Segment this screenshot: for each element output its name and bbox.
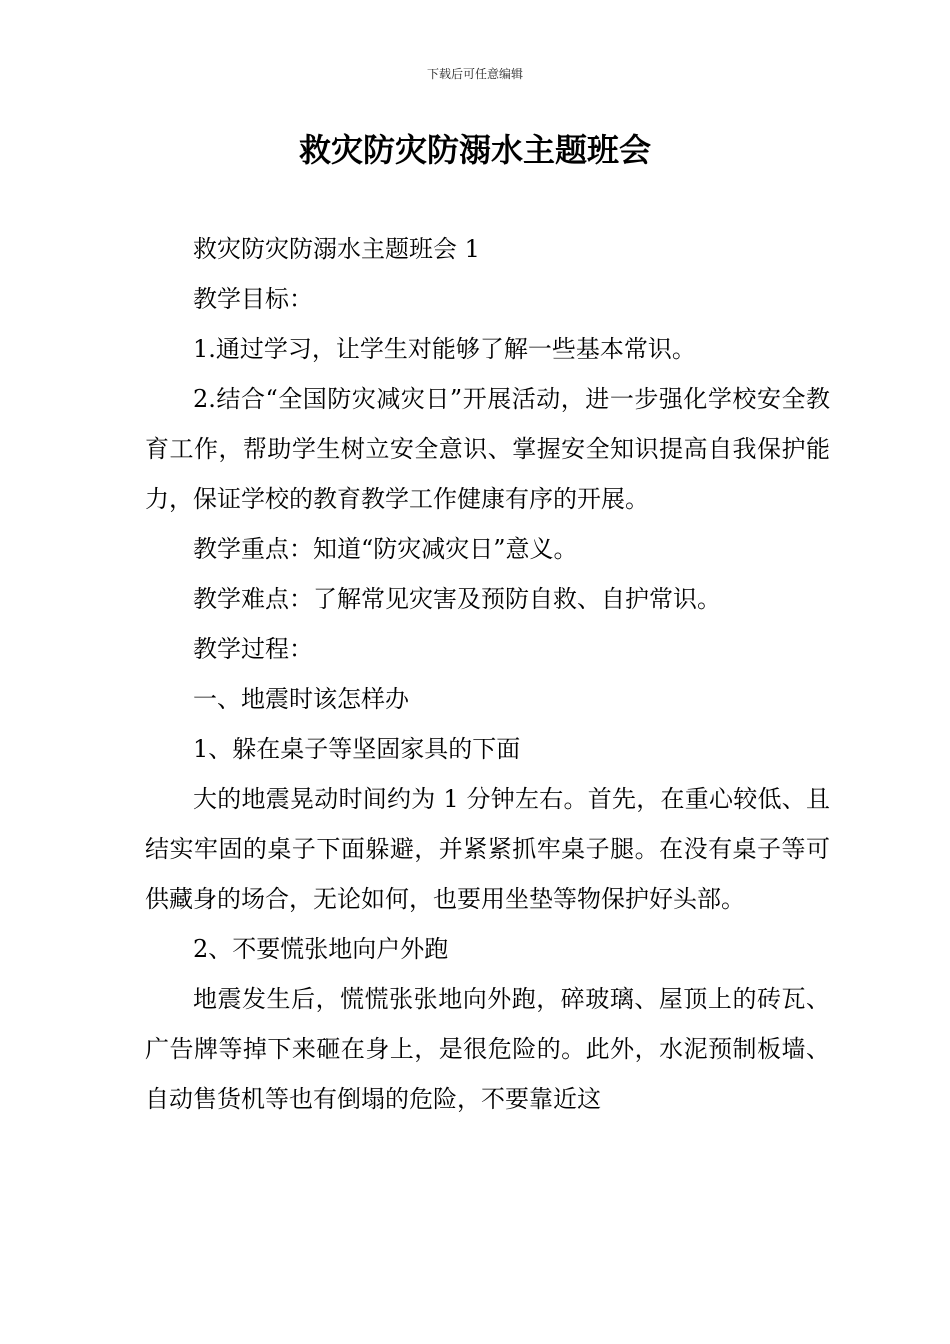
- paragraph-earthquake-step-1-body: 大的地震晃动时间约为 1 分钟左右。首先，在重心较低、且结实牢固的桌子下面躲避，并紧紧抓牢桌子腿。在没有桌子等可供藏身的场合，无论如何，也要用坐垫等物保护好头部。: [145, 785, 830, 913]
- paragraph-objective-1: 1.通过学习，让学生对能够了解一些基本常识。: [193, 335, 696, 363]
- paragraph-objective-2: 2.结合“全国防灾减灾日”开展活动，进一步强化学校安全教育工作，帮助学生树立安全意识、掌握安全知识提高自我保护能力，保证学校的教育教学工作健康有序的开展。: [145, 385, 830, 513]
- section-heading: 救灾防灾防溺水主题班会 1: [193, 235, 480, 263]
- paragraph-earthquake-step-2-body: 地震发生后，慌慌张张地向外跑，碎玻璃、屋顶上的砖瓦、广告牌等掉下来砸在身上，是很危险的。此外，水泥预制板墙、自动售货机等也有倒塌的危险，不要靠近这: [145, 985, 830, 1113]
- paragraph-objectives-label: 教学目标：: [193, 285, 313, 313]
- paragraph-earthquake-heading: 一、地震时该怎样办: [193, 685, 409, 713]
- document-title: 救灾防灾防溺水主题班会: [298, 131, 651, 169]
- paragraph-earthquake-step-1: 1、躲在桌子等坚固家具的下面: [193, 735, 521, 763]
- document-body: [145, 224, 830, 1124]
- paragraph-earthquake-step-2: 2、不要慌张地向户外跑: [193, 935, 449, 963]
- paragraph-key-point: 教学重点：知道“防灾减灾日”意义。: [193, 535, 578, 563]
- paragraph-difficulty: 教学难点：了解常见灾害及预防自救、自护常识。: [193, 585, 721, 613]
- paragraph-process-label: 教学过程：: [193, 635, 313, 663]
- header-note: 下载后可任意编辑: [426, 67, 523, 81]
